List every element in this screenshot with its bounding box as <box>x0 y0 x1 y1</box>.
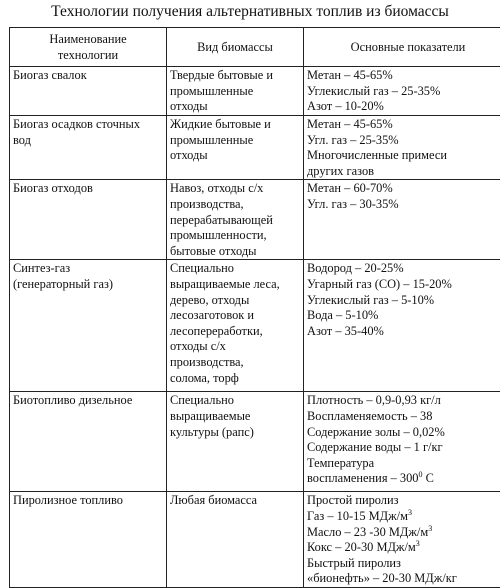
indicator-text: воспламенения – 300 <box>307 471 419 485</box>
header-biomass-type: Вид биомассы <box>167 28 304 67</box>
indicator-line: Воспламеняемость – 38 <box>307 409 500 425</box>
indicator-line: Угл. газ – 25-35% <box>307 133 500 149</box>
table-row <box>10 116 500 180</box>
indicator-line: «бионефть» – 20-30 МДж/кг <box>307 571 500 587</box>
biomass-cell: Специально выращиваемые культуры (рапс) <box>167 392 304 492</box>
indicator-line: Вода – 5-10% <box>307 308 500 324</box>
table-row <box>10 392 500 492</box>
header-main-indicators: Основные показатели <box>304 28 500 67</box>
indicators-cell <box>304 116 500 180</box>
indicator-line: Водород – 20-25% <box>307 261 500 277</box>
technologies-table <box>9 27 500 588</box>
indicator-line: Многочисленные примеси других газов <box>307 148 500 179</box>
indicators-cell <box>304 67 500 116</box>
technology-name-cell: Пиролизное топливо <box>10 492 167 588</box>
indicator-line: Азот – 35-40% <box>307 324 500 340</box>
indicator-line <box>307 525 500 541</box>
superscript: 0 <box>419 470 423 479</box>
biomass-cell: Навоз, отходы с/х производства, перерабатывающей промышленности, бытовые отходы <box>167 180 304 260</box>
indicators-cell <box>304 492 500 588</box>
indicators-cell <box>304 180 500 260</box>
document-title: Технологии получения альтернативных топлив из биомассы <box>0 2 500 22</box>
indicator-unit: C <box>426 471 434 485</box>
indicator-line: Метан – 45-65% <box>307 68 500 84</box>
superscript: 3 <box>416 539 420 548</box>
indicator-line: Плотность – 0,9-0,93 кг/л <box>307 393 500 409</box>
indicator-text: Кокс – 20-30 МДж/м <box>307 540 416 554</box>
technology-name-cell: Биогаз отходов <box>10 180 167 260</box>
indicator-line: Содержание воды – 1 г/кг <box>307 440 500 456</box>
indicator-text: Масло – 23 -30 МДж/м <box>307 525 428 539</box>
technology-name-cell: Биотопливо дизельное <box>10 392 167 492</box>
header-technology-name: Наименование технологии <box>10 28 167 67</box>
technology-name-cell: Биогаз свалок <box>10 67 167 116</box>
biomass-cell: Любая биомасса <box>167 492 304 588</box>
indicator-line: Метан – 45-65% <box>307 117 500 133</box>
technology-name-cell: Синтез-газ (генераторный газ) <box>10 260 167 392</box>
table-row <box>10 260 500 392</box>
indicator-line: Угарный газ (CO) – 15-20% <box>307 277 500 293</box>
indicator-line: Содержание золы – 0,02% <box>307 425 500 441</box>
indicator-line: Угл. газ – 30-35% <box>307 197 500 213</box>
biomass-cell: Жидкие бытовые и промышленные отходы <box>167 116 304 180</box>
indicator-line: Простой пиролиз <box>307 493 500 509</box>
indicator-line: Азот – 10-20% <box>307 99 500 115</box>
indicator-line: Углекислый газ – 25-35% <box>307 84 500 100</box>
table-row <box>10 67 500 116</box>
indicator-line <box>307 540 500 556</box>
indicator-line <box>307 509 500 525</box>
biomass-cell: Специально выращиваемые леса, дерево, отходы лесозаготовок и лесопереработки, отходы с/х производства, солома, торф <box>167 260 304 392</box>
indicator-line: Метан – 60-70% <box>307 181 500 197</box>
table-row <box>10 492 500 588</box>
biomass-cell: Твердые бытовые и промышленные отходы <box>167 67 304 116</box>
indicator-line <box>307 471 500 487</box>
table-row <box>10 180 500 260</box>
technology-name-cell: Биогаз осадков сточных вод <box>10 116 167 180</box>
indicator-line: Температура <box>307 456 500 472</box>
indicator-line: Быстрый пиролиз <box>307 556 500 572</box>
superscript: 3 <box>428 523 432 532</box>
indicators-cell <box>304 260 500 392</box>
indicator-text: Газ – 10-15 МДж/м <box>307 509 408 523</box>
table-header-row <box>10 28 500 67</box>
superscript: 3 <box>408 508 412 517</box>
indicators-cell <box>304 392 500 492</box>
indicator-line: Углекислый газ – 5-10% <box>307 293 500 309</box>
